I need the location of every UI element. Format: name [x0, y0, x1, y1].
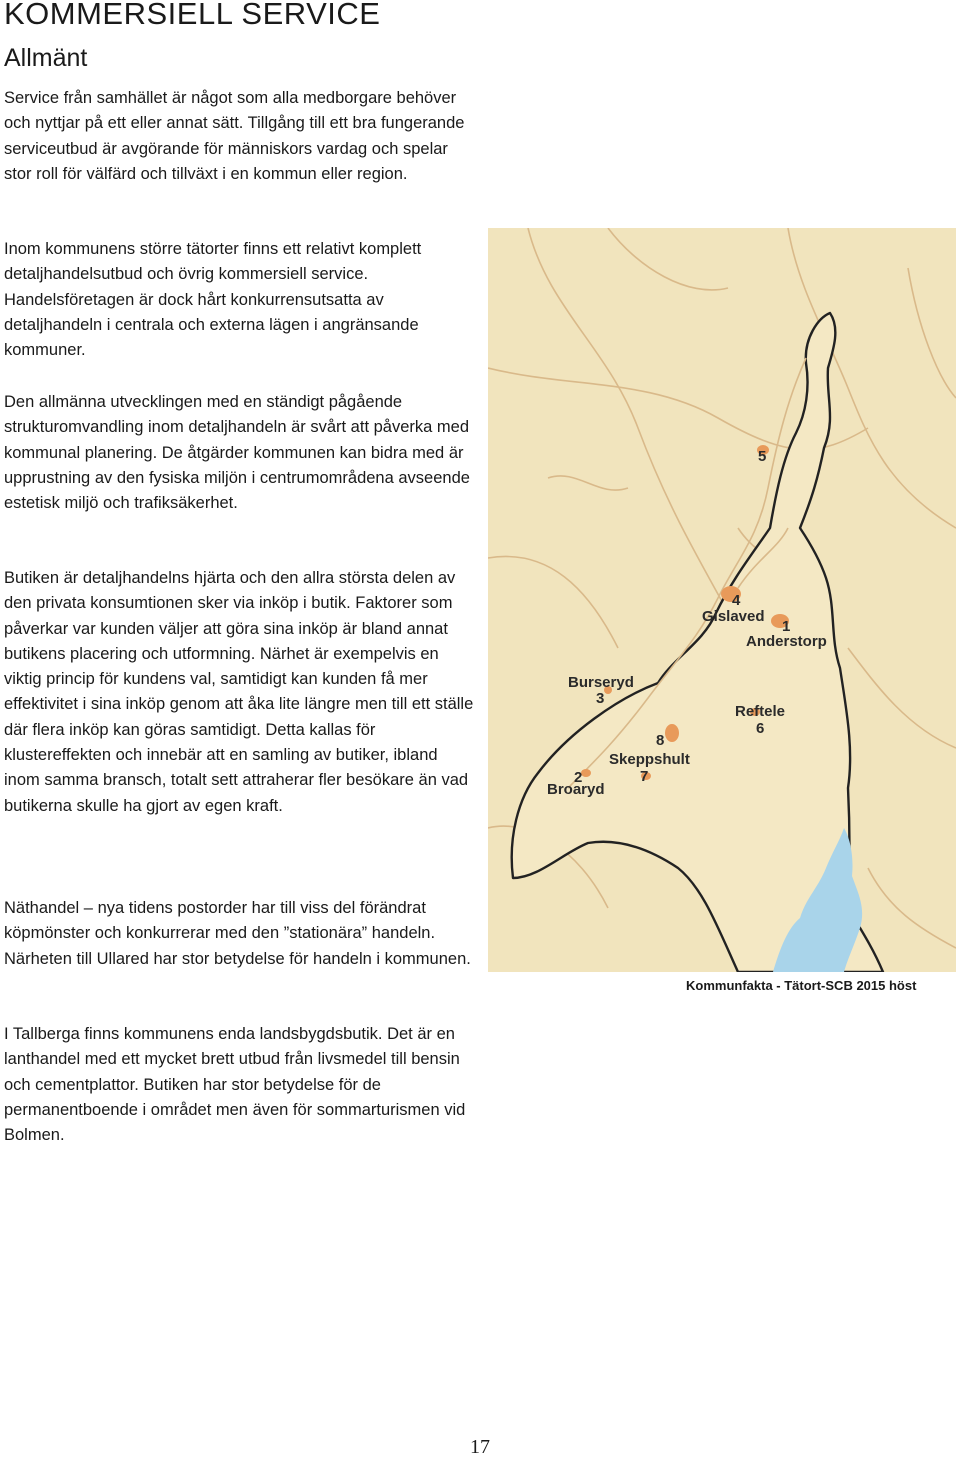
map-number-6: 6	[756, 720, 765, 737]
paragraph-tallberga: I Tallberga finns kommunens enda landsbygdsbutik. Det är en lanthandel med ett mycket brett utbud från livsmedel till bensin och cementplattor. Butiken har stor betydelse för de permanentboende i området men även för sommarturismen vid Bolmen.	[4, 1025, 466, 1145]
map-label-burseryd: Burseryd	[568, 674, 634, 691]
paragraph-structural-change: Den allmänna utvecklingen med en ständigt pågående strukturomvandling inom detaljhandeln är svårt att påverka med kommunal planering. De åtgärder kommunen kan bidra med är upprustning av den fysiska miljön i centrumområdena avseende estetisk miljö och trafiksäkerhet.	[4, 393, 470, 513]
map-label-broaryd: Broaryd	[547, 781, 605, 798]
map-number-4: 4	[732, 592, 741, 609]
paragraph-service-intro: Service från samhället är något som alla medborgare behöver och nyttjar på ett eller annat sätt. Tillgång till ett bra fungerande serviceutbud är avgörande för människors vardag och spelar stor roll för välfärd och tillväxt i en kommun eller region.	[4, 89, 465, 183]
map-caption: Kommunfakta - Tätort-SCB 2015 höst	[686, 978, 917, 993]
map-label-skeppshult: Skeppshult	[609, 751, 690, 768]
page-number: 17	[470, 1436, 490, 1458]
map-number-5: 5	[758, 448, 767, 465]
municipality-map	[488, 228, 956, 972]
map-number-3: 3	[596, 690, 605, 707]
map-number-8: 8	[656, 732, 665, 749]
map-label-anderstorp: Anderstorp	[746, 633, 827, 650]
map-label-reftele: Reftele	[735, 703, 786, 720]
paragraph-store-cluster: Butiken är detaljhandelns hjärta och den allra största delen av den privata konsumtionen sker via inköp i butik. Faktorer som påverkar var kunden väljer att göra sina inköp är bland annat butikens placering och utformning. Närhet är exempelvis en viktig princip för kundens val, samtidigt kan kunden få mer effektivitet i sina inköp genom att åka lite längre men till ett ställe där flera inköp kan göras samtidigt. Detta kallas för klustereffekten och innebär att en samling av butiker, ibland inom samma bransch, totalt sett attraherar fler besökare än vad butikerna skulle ha gjort av egen kraft.	[4, 569, 474, 815]
settlement-skeppshult	[665, 724, 679, 742]
settlement-broaryd	[581, 769, 591, 777]
map-number-7: 7	[640, 768, 649, 785]
section-subtitle: Allmänt	[4, 44, 88, 72]
paragraph-retail-supply: Inom kommunens större tätorter finns ett relativt komplett detaljhandelsutbud och övrig kommersiell service. Handelsföretagen är dock hårt konkurrensutsatta av detaljhandeln i centrala och externa lägen i angränsande kommuner.	[4, 240, 422, 360]
page-title: KOMMERSIELL SERVICE	[4, 0, 381, 31]
map-number-2: 2	[574, 769, 583, 786]
paragraph-online-retail: Näthandel – nya tidens postorder har till viss del förändrat köpmönster och konkurrerar med den ”stationära” handeln. Närheten till Ullared har stor betydelse för handeln i kommunen.	[4, 899, 471, 968]
map-label-gislaved: Gislaved	[702, 608, 765, 625]
map-number-1: 1	[782, 618, 791, 635]
